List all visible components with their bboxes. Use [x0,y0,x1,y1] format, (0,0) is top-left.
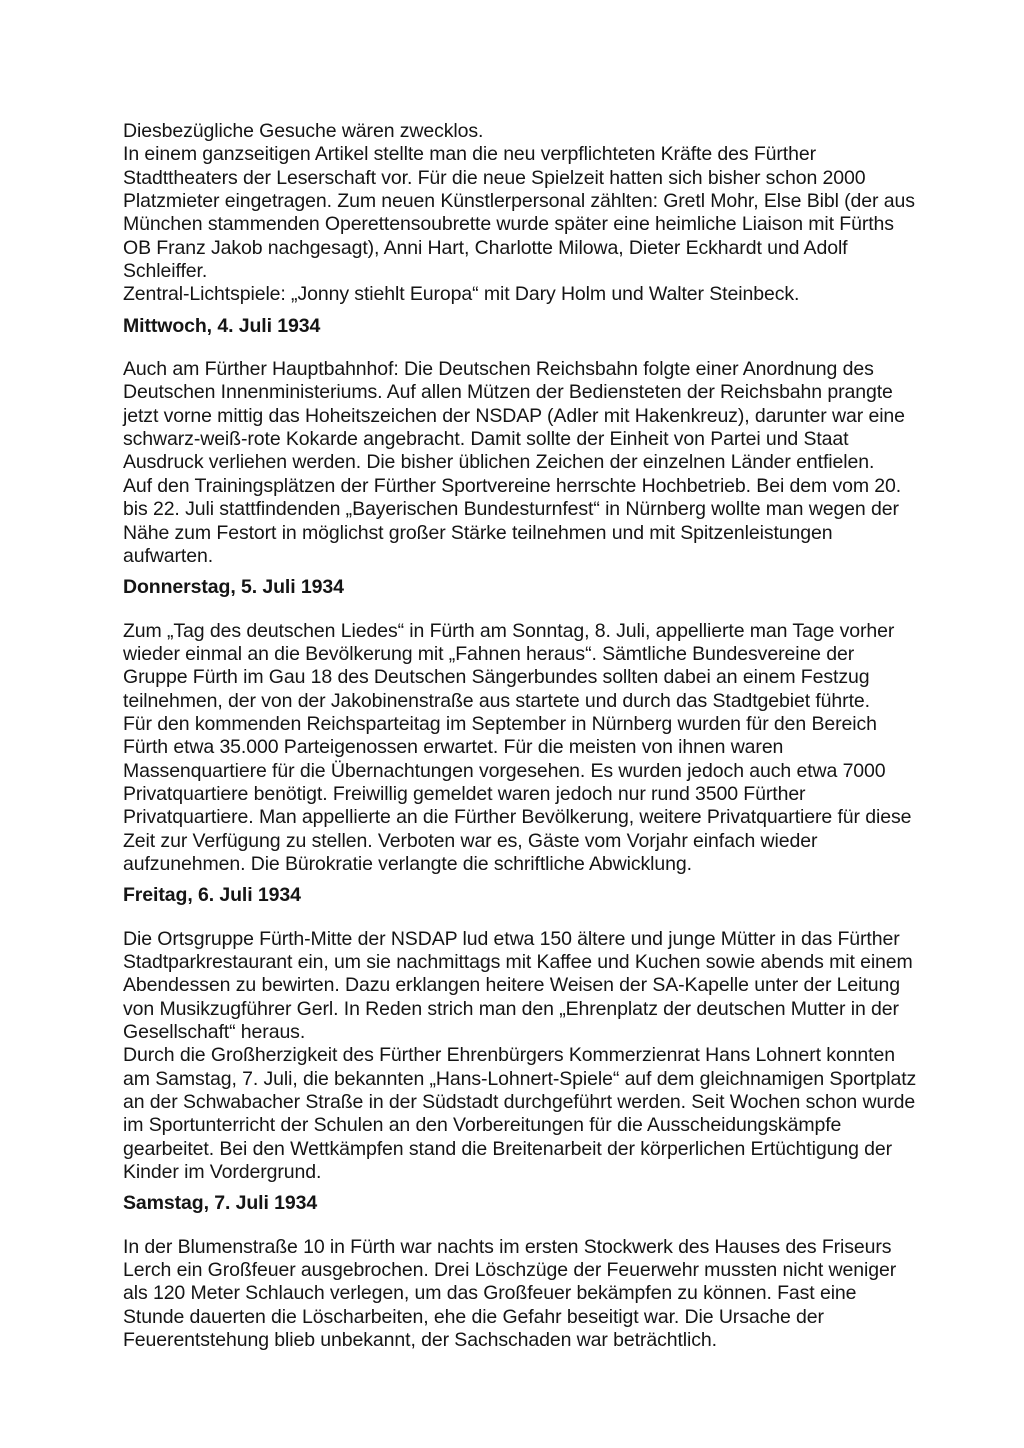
paragraph: Diesbezügliche Gesuche wären zwecklos. In einem ganzseitigen Artikel stellte man die neu verpflichteten Kräfte des Fürther Stadttheaters der Leserschaft vor. Für die neue Spielzeit hatten sich bisher schon 2000 Platzmieter eingetragen. Zum neuen Künstlerpersonal zählten: Gretl Mohr, Else Bibl (der aus München stammenden Operettensoubrette wurde später eine heimliche Liaison mit Fürths OB Franz Jakob nachgesagt), Anni Hart, Charlotte Milowa, Dieter Eckhardt und Adolf Schleiffer. Zentral-Lichtspiele: „Jonny stiehlt Europa“ mit Dary Holm und Walter Steinbeck. [123,120,915,306]
paragraph: In der Blumenstraße 10 in Fürth war nachts im ersten Stockwerk des Hauses des Friseurs Lerch ein Großfeuer ausgebrochen. Drei Löschzüge der Feuerwehr mussten nicht weniger als 120 Meter Schlauch verlegen, um das Großfeuer bekämpfen zu können. Fast eine Stunde dauerten die Löscharbeiten, ehe die Gefahr beseitigt war. Die Ursache der Feuerentstehung blieb unbekannt, der Sachschaden war beträchtlich. [123,1235,897,1352]
date-heading: Samstag, 7. Juli 1934 [123,1192,318,1215]
date-heading: Mittwoch, 4. Juli 1934 [123,314,321,337]
paragraph: Zum „Tag des deutschen Liedes“ in Fürth am Sonntag, 8. Juli, appellierte man Tage vorher wieder einmal an die Bevölkerung mit „Fahnen heraus“. Sämtliche Bundesvereine der Gruppe Fürth im Gau 18 des Deutschen Sängerbundes sollten dabei an einem Festzug teilnehmen, der von der Jakobinenstraße aus startete und durch das Stadtgebiet führte. Für den kommenden Reichsparteitag im September in Nürnberg wurden für den Bereich Fürth etwa 35.000 Parteigenossen erwartet. Für die meisten von ihnen waren Massenquartiere für die Übernachtungen vorgesehen. Es wurden jedoch auch etwa 7000 Privatquartiere benötigt. Freiwillig gemeldet waren jedoch nur rund 3500 Fürther Privatquartiere. Man appellierte an die Fürther Bevölkerung, weitere Privatquartiere für diese Zeit zur Verfügung zu stellen. Verboten war es, Gäste vom Vorjahr einfach wieder aufzunehmen. Die Bürokratie verlangte die schriftliche Abwicklung. [123,619,912,875]
paragraph: Die Ortsgruppe Fürth-Mitte der NSDAP lud etwa 150 ältere und junge Mütter in das Fürther Stadtparkrestaurant ein, um sie nachmittags mit Kaffee und Kuchen sowie abends mit einem Abendessen zu bewirten. Dazu erklangen heitere Weisen der SA-Kapelle unter der Leitung von Musikzugführer Gerl. In Reden strich man den „Ehrenplatz der deutschen Mutter in der Gesellschaft“ heraus. Durch die Großherzigkeit des Fürther Ehrenbürgers Kommerzienrat Hans Lohnert konnten am Samstag, 7. Juli, die bekannten „Hans-Lohnert-Spiele“ auf dem gleichnamigen Sportplatz an der Schwabacher Straße in der Südstadt durchgeführt werden. Seit Wochen schon wurde im Sportunterricht der Schulen an den Vorbereitungen für die Ausscheidungskämpfe gearbeitet. Bei den Wettkämpfen stand die Breitenarbeit der körperlichen Ertüchtigung der Kinder im Vordergrund. [123,927,917,1184]
date-heading: Freitag, 6. Juli 1934 [123,884,301,907]
paragraph: Auch am Fürther Hauptbahnhof: Die Deutschen Reichsbahn folgte einer Anordnung des Deutschen Innenministeriums. Auf allen Mützen der Bediensteten der Reichsbahn prangte jetzt vorne mittig das Hoheitszeichen der NSDAP (Adler mit Hakenkreuz), darunter war eine schwarz-weiß-rote Kokarde angebracht. Damit sollte der Einheit von Partei und Staat Ausdruck verliehen werden. Die bisher üblichen Zeichen der einzelnen Länder entfielen. Auf den Trainingsplätzen der Fürther Sportvereine herrschte Hochbetrieb. Bei dem vom 20. bis 22. Juli stattfindenden „Bayerischen Bundesturnfest“ in Nürnberg wollte man wegen der Nähe zum Festort in möglichst großer Stärke teilnehmen und mit Spitzenleistungen aufwarten. [123,358,905,567]
document-body [123,120,983,1353]
date-heading: Donnerstag, 5. Juli 1934 [123,576,344,599]
